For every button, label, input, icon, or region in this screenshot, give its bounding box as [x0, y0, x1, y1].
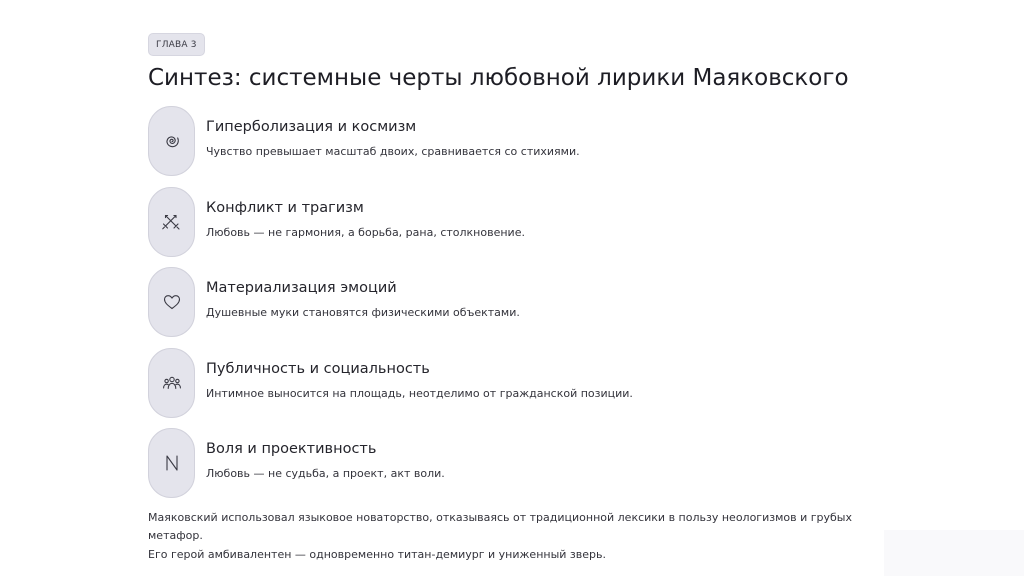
list-item-materialization [148, 267, 888, 337]
item-description: Интимное выносится на площадь, неотделимо от гражданской позиции. [206, 386, 633, 400]
item-title: Воля и проективность [206, 441, 377, 457]
feature-list [148, 106, 888, 498]
page-title: Синтез: системные черты любовной лирики Маяковского [148, 65, 849, 91]
list-item-conflict [148, 187, 888, 257]
letter-n-icon [148, 428, 195, 498]
list-item-will [148, 428, 888, 498]
chapter-badge: ГЛАВА 3 [148, 33, 205, 56]
item-title: Публичность и социальность [206, 360, 430, 377]
item-title: Материализация эмоций [206, 280, 397, 296]
people-group-icon [148, 348, 195, 418]
list-item-publicity [148, 348, 888, 418]
item-title: Гиперболизация и космизм [206, 119, 417, 135]
item-description: Чувство превышает масштаб двоих, сравнивается со стихиями. [206, 145, 580, 158]
item-title: Конфликт и трагизм [206, 199, 364, 216]
footer-text [148, 509, 888, 565]
heart-icon [148, 267, 195, 337]
item-description: Душевные муки становятся физическими объектами. [206, 306, 520, 319]
list-item-hyperbolization [148, 106, 888, 176]
item-description: Любовь — не гармония, а борьба, рана, столкновение. [206, 225, 525, 239]
item-description: Любовь — не судьба, а проект, акт воли. [206, 467, 445, 480]
crossed-swords-icon [148, 187, 195, 257]
slide [148, 32, 888, 564]
footer-line: Маяковский использовал языковое новаторство, отказываясь от традиционной лексики в пользу неологизмов и грубых метафор. [148, 510, 852, 542]
spiral-icon [148, 106, 195, 176]
footer-line: Его герой амбивалентен — одновременно титан-демиург и униженный зверь. [148, 547, 606, 561]
corner-shade [884, 530, 1024, 576]
